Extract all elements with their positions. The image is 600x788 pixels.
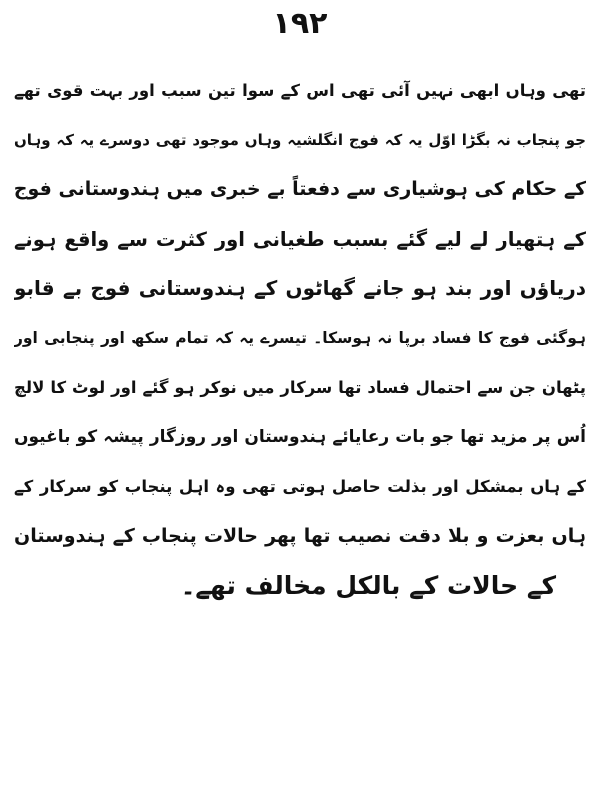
text-line-last: کے حالات کے بالکل مخالف تھے۔ (180, 571, 556, 600)
text-line: پٹھان جن سے احتمال فساد تھا سرکار میں نوکر ہو گئے اور لوٹ کا لالچ (14, 378, 586, 397)
text-line: ہاں بعزت و بلا دقت نصیب تھا پھر حالات پنجاب کے ہندوستان (14, 524, 586, 547)
text-line: ہوگئی فوج کا فساد برپا نہ ہوسکا۔ تیسرے یہ کہ تمام سکھ اور پنجابی اور (14, 328, 586, 347)
text-line: تھی وہاں ابھی نہیں آئی تھی اس کے سوا تین سبب اور بہت قوی تھے (14, 81, 586, 100)
text-line: اُس پر مزید تھا جو بات رعایائے ہندوستان اور روزگار پیشہ کو باغیوں (14, 426, 586, 447)
text-line: کے ہتھیار لے لیے گئے بسبب طغیانی اور کثرت سے واقع ہونے (14, 227, 586, 251)
text-line: دریاؤں اور بند ہو جانے گھاٹوں کے ہندوستانی فوج بے قابو (14, 276, 586, 300)
text-line: جو پنجاب نہ بگڑا اوّل یہ کہ فوج انگلشیہ وہاں موجود تھی دوسرے یہ کہ وہاں (14, 130, 586, 149)
urdu-body-text (14, 66, 586, 611)
page-number: ۱۹۲ (272, 6, 328, 41)
text-line: کے حکام کی ہوشیاری سے دفعتاً بے خبری میں ہندوستانی فوج (14, 178, 586, 200)
text-line: کے ہاں بمشکل اور بذلت حاصل ہوتی تھی وہ اہل پنجاب کو سرکار کے (14, 477, 586, 496)
